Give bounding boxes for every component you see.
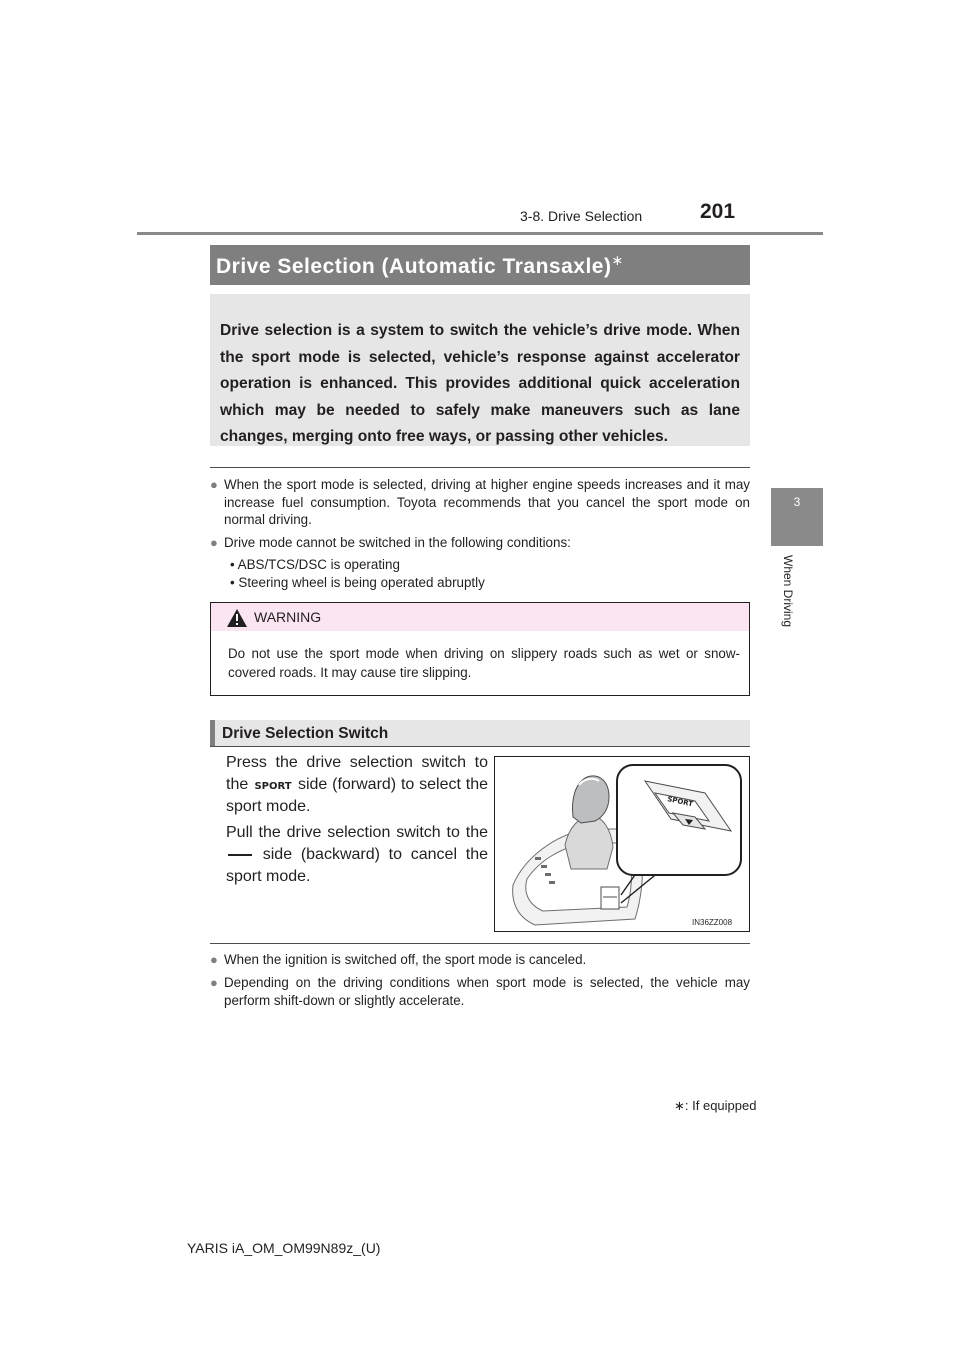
footnote <box>674 1098 756 1114</box>
notes-rule-bottom <box>210 943 750 944</box>
bullet-icon: ● <box>210 535 218 550</box>
warning-label: WARNING <box>254 609 322 625</box>
subsection-rule <box>210 746 750 747</box>
footer-model: YARIS iA_OM_OM99N89z_(U) <box>187 1240 381 1256</box>
subsection-title: Drive Selection Switch <box>222 725 389 742</box>
instruction-cancel-a: Pull the drive selection switch to the <box>226 824 488 841</box>
zoom-sport-label: SPORT <box>666 795 694 809</box>
instruction-select-a: Press the drive selection switch to the <box>226 754 488 793</box>
note-item <box>210 951 750 969</box>
normal-mode-icon <box>226 852 254 858</box>
footnote-mark: ∗ <box>674 1098 685 1113</box>
bullet-icon: ● <box>210 952 218 967</box>
page-title-text: Drive Selection (Automatic Transaxle) <box>216 255 612 278</box>
warning-icon <box>226 608 248 628</box>
shifter-illustration <box>494 756 750 932</box>
illustration-code: IN36ZZ008 <box>692 918 733 927</box>
chapter-label: When Driving <box>781 555 795 628</box>
sport-icon-text: SPORT <box>254 780 292 791</box>
condition-item: • Steering wheel is being operated abruptly <box>230 575 485 590</box>
instruction-cancel-b: side (backward) to cancel the sport mode. <box>226 846 488 885</box>
page-number: 201 <box>700 200 736 223</box>
footnote-text: : If equipped <box>684 1098 757 1113</box>
notes-rule <box>210 467 750 468</box>
if-equipped-mark: ∗ <box>611 252 624 268</box>
instruction-select-b: side (forward) to select the sport mode. <box>226 776 489 815</box>
bullet-icon: ● <box>210 477 218 492</box>
intro-text: Drive selection is a system to switch the vehicle’s drive mode. When the sport mode is selected, vehicle’s response against accelerator operation is enhanced. This provides additional quick acceleration which may be needed to safely make maneuvers such as lane changes, merging onto free ways, or passing other vehicles. <box>220 322 740 446</box>
note-text: Depending on the driving conditions when sport mode is selected, the vehicle may perform shift-down or slightly accelerate. <box>224 975 750 1008</box>
note-text: When the ignition is switched off, the sport mode is canceled. <box>224 952 587 967</box>
chapter-number: 3 <box>793 495 801 509</box>
note-text: Drive mode cannot be switched in the following conditions: <box>224 535 571 550</box>
warning-text: Do not use the sport mode when driving on slippery roads such as wet or snow-covered roads. It may cause tire slipping. <box>228 646 740 680</box>
header-rule <box>137 232 823 235</box>
bullet-icon: ● <box>210 975 218 990</box>
note-item <box>210 476 750 529</box>
page-title <box>216 252 624 279</box>
note-item <box>210 534 750 552</box>
note-text: When the sport mode is selected, driving at higher engine speeds increases and it may increase fuel consumption. Toyota recommends that you cancel the sport mode on normal driving. <box>224 477 750 527</box>
section-header: 3-8. Drive Selection <box>520 208 643 224</box>
condition-item: • ABS/TCS/DSC is operating <box>230 557 400 572</box>
instruction-select <box>226 752 488 818</box>
instruction-cancel <box>226 822 488 888</box>
note-item <box>210 974 750 1009</box>
shifter-drawing <box>495 757 749 931</box>
sport-icon <box>253 779 293 791</box>
